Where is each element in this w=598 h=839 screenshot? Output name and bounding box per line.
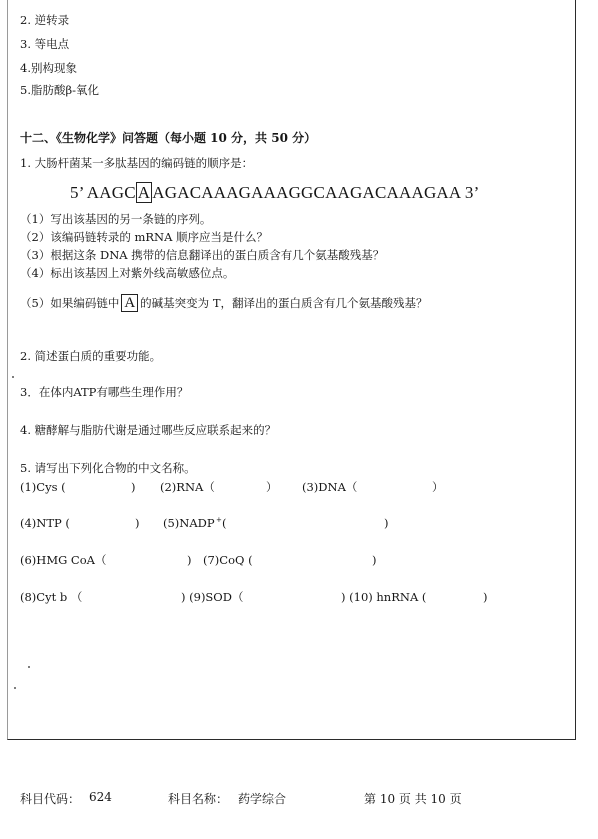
coq-close: ) — [372, 553, 377, 567]
cytb-label: (8)Cyt b （ — [20, 590, 83, 604]
dna-sequence — [70, 183, 479, 203]
compound-row-4 — [0, 590, 598, 604]
nadp-close: ) — [384, 516, 389, 530]
footer-page-number: 第 10 页 共 10 页 — [364, 792, 462, 806]
footer-code-label: 科目代码： — [20, 792, 81, 806]
hmgcoa-label: (6)HMG CoA（ — [20, 553, 107, 567]
ntp-close: ) — [135, 516, 140, 530]
hmgcoa-close: ) — [187, 553, 192, 567]
rna-label: (2)RNA（ — [160, 480, 215, 494]
prev-item-3: 3. 等电点 — [20, 37, 70, 51]
q4: 4. 糖酵解与脂肪代谢是通过哪些反应联系起来的？ — [20, 423, 277, 437]
nadp-label: (5)NADP — [163, 516, 215, 530]
compound-row-1 — [0, 480, 598, 494]
hnrna-label: ) (10) hnRNA ( — [341, 590, 427, 604]
page-frame — [7, 0, 576, 740]
prev-item-4: 4.别构现象 — [20, 61, 77, 75]
sod-label: ) (9)SOD（ — [181, 590, 244, 604]
footer-code-value: 624 — [89, 790, 112, 804]
q1-sub1: （1）写出该基因的另一条链的序列。 — [20, 212, 212, 226]
q1-sub3: （3）根据这条 DNA 携带的信息翻译出的蛋白质含有几个氨基酸残基？ — [20, 248, 385, 262]
q1-stem: 1. 大肠杆菌某一多肽基因的编码链的顺序是： — [20, 156, 254, 170]
q1-sub5 — [20, 294, 428, 312]
scan-speck — [12, 376, 14, 378]
scan-speck — [14, 687, 16, 689]
scan-speck — [28, 666, 30, 668]
dna-label: (3)DNA（ — [302, 480, 358, 494]
compound-row-2 — [0, 516, 598, 530]
cys-close: ) — [131, 480, 136, 494]
hnrna-close: ) — [483, 590, 488, 604]
footer-name-value: 药学综合 — [238, 792, 287, 806]
seq-boxed-base: A — [137, 183, 151, 202]
nadp-superscript: + — [216, 516, 222, 524]
prev-item-5: 5.脂肪酸β-氧化 — [20, 83, 100, 97]
rna-close: ） — [266, 480, 278, 494]
dna-close: ） — [432, 480, 444, 494]
cys-label: (1)Cys ( — [20, 480, 66, 494]
prev-item-2: 2. 逆转录 — [20, 13, 70, 27]
q1-sub5-text-a: （5）如果编码链中 — [20, 296, 120, 310]
coq-label: (7)CoQ ( — [203, 553, 253, 567]
q1-sub5-boxed-base: A — [121, 294, 138, 312]
q3: 3．在体内ATP有哪些生理作用？ — [20, 385, 189, 399]
q1-sub5-text-b: 的碱基突变为 T，翻译出的蛋白质含有几个氨基酸残基？ — [140, 296, 428, 310]
q5-stem: 5. 请写出下列化合物的中文名称。 — [20, 461, 196, 475]
seq-prefix: 5’ AAGC — [70, 183, 136, 202]
section-title: 十二、《生物化学》问答题（每小题 10 分，共 50 分） — [20, 131, 317, 145]
q2: 2. 简述蛋白质的重要功能。 — [20, 349, 162, 363]
q1-sub4: （4）标出该基因上对紫外线高敏感位点。 — [20, 266, 235, 280]
nadp-open: ( — [222, 516, 227, 530]
footer-name-label: 科目名称： — [168, 792, 229, 806]
compound-row-3 — [0, 553, 598, 567]
seq-suffix: AGACAAAGAAAGGCAAGACAAAGAA 3’ — [152, 183, 480, 202]
q1-sub2: （2）该编码链转录的 mRNA 顺序应当是什么？ — [20, 230, 269, 244]
ntp-label: (4)NTP ( — [20, 516, 70, 530]
